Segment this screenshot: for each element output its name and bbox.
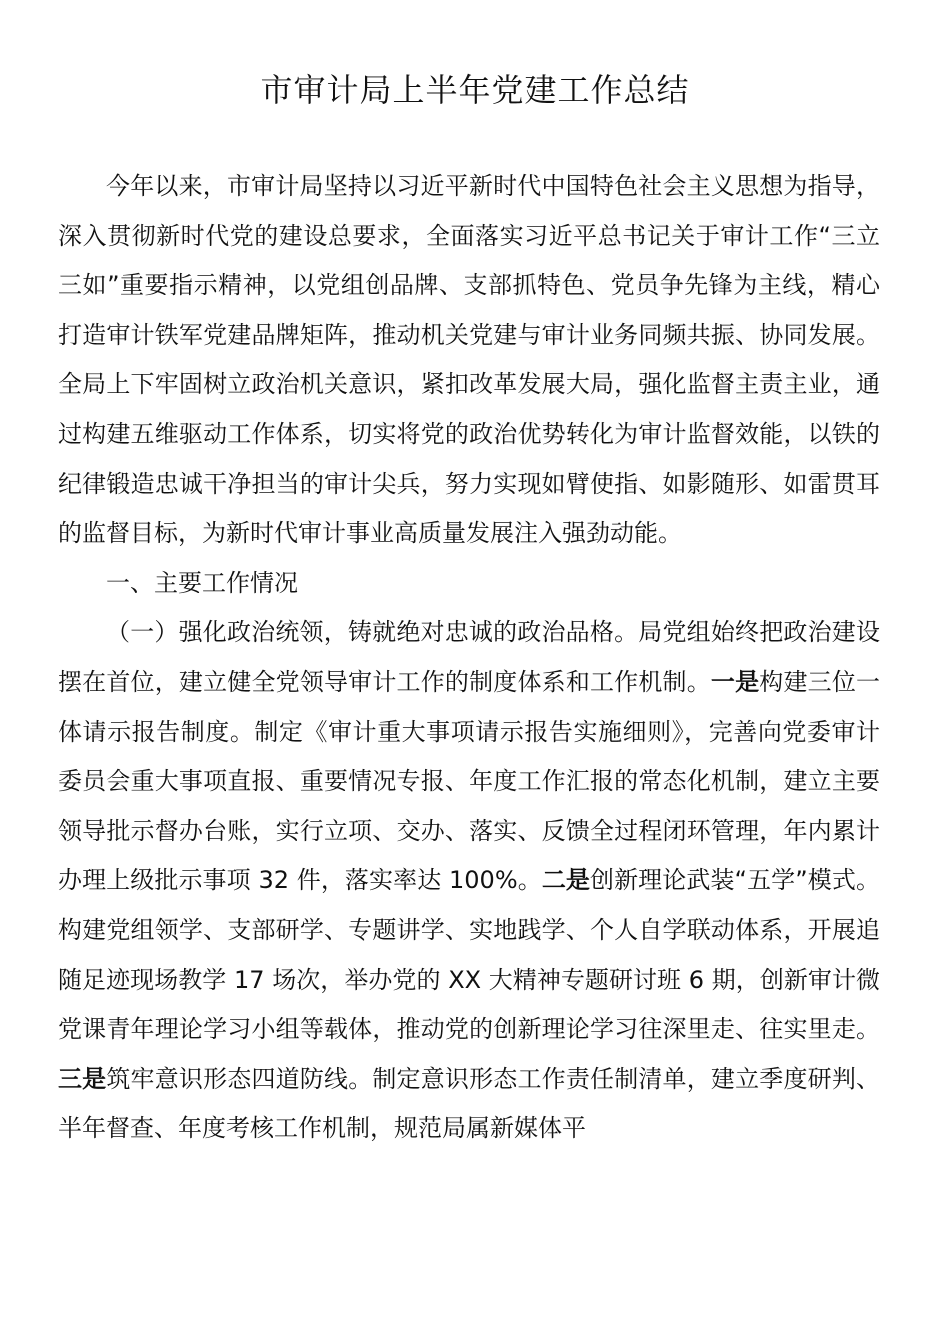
item-label-1: 一是 xyxy=(710,667,760,696)
document-body xyxy=(58,162,880,1154)
section-heading: 一、主要工作情况 xyxy=(106,568,298,597)
intro-paragraph: 今年以来，市审计局坚持以习近平新时代中国特色社会主义思想为指导，深入贯彻新时代党的建设总要求，全面落实习近平总书记关于审计工作“三立三如”重要指示精神，以党组创品牌、支部抓特色、党员争先锋为主线，精心打造审计铁军党建品牌矩阵，推动机关党建与审计业务同频共振、协同发展。全局上下牢固树立政治机关意识，紧扣改革发展大局，强化监督主责主业，通过构建五维驱动工作体系，切实将党的政治优势转化为审计监督效能，以铁的纪律锻造忠诚干净担当的审计尖兵，努力实现如臂使指、如影随形、如雷贯耳的监督目标，为新时代审计事业高质量发展注入强劲动能。 xyxy=(58,172,880,548)
subsection-lead: （一）强化政治统领，铸就绝对忠诚的政治品格。局党组始终把政治建设摆在首位，建立健全党领导审计工作的制度体系和工作机制。 xyxy=(58,618,880,696)
item-label-2: 二是 xyxy=(541,866,590,895)
item-text-2: 创新理论武装“五学”模式。构建党组领学、支部研学、专题讲学、实地践学、个人自学联动体系，开展追随足迹现场教学 17 场次，举办党的 XX 大精神专题研讨班 6 期，创新审计微党课青年理论学习小组等载体，推动党的创新理论学习往深里走、往实里走。 xyxy=(58,866,880,1044)
subsection-paragraph xyxy=(58,608,880,1154)
item-text-3: 筑牢意识形态四道防线。制定意识形态工作责任制清单，建立季度研判、半年督查、年度考核工作机制，规范局属新媒体平 xyxy=(58,1064,881,1143)
item-label-3: 三是 xyxy=(58,1064,107,1093)
item-text-1: 构建三位一体请示报告制度。制定《审计重大事项请示报告实施细则》，完善向党委审计委员会重大事项直报、重要情况专报、年度工作汇报的常态化机制，建立主要领导批示督办台账，实行立项、交办、落实、反馈全过程闭环管理，年内累计办理上级批示事项 32 件，落实率达 100%。 xyxy=(58,667,881,895)
document-title: 市审计局上半年党建工作总结 xyxy=(260,71,690,109)
